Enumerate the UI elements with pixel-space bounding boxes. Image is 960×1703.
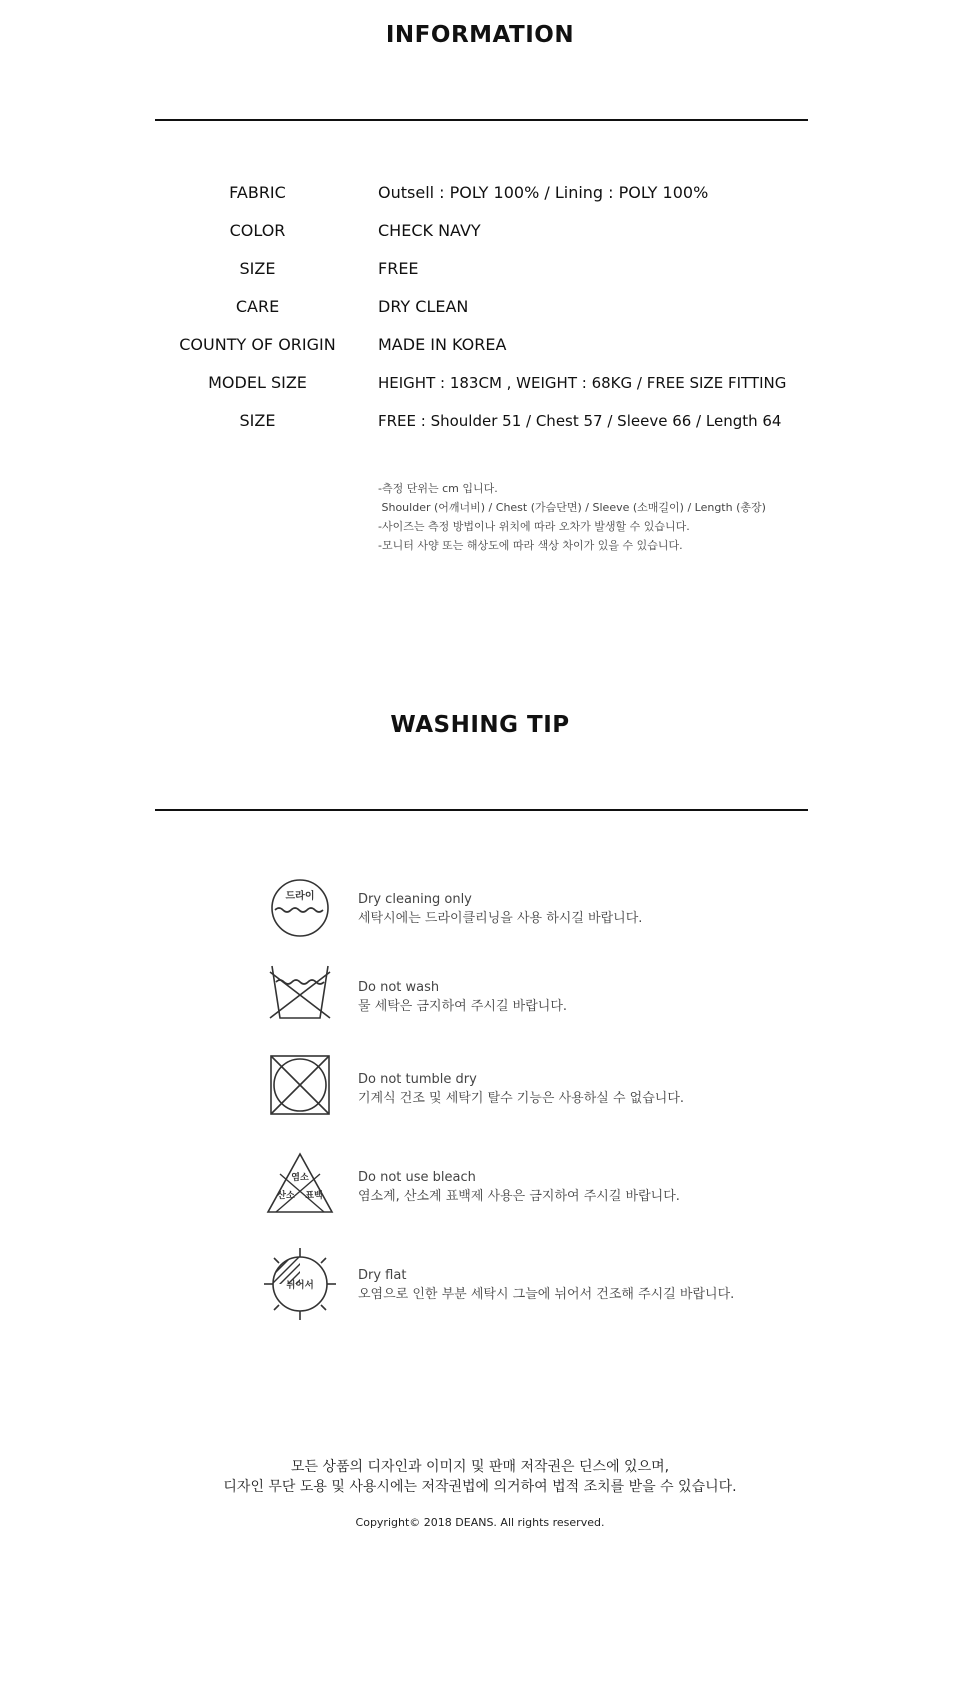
wash-desc: 염소계, 산소계 표백제 사용은 금지하여 주시길 바랍니다. bbox=[358, 1189, 680, 1204]
wash-title: Do not use bleach bbox=[358, 1170, 476, 1185]
do-not-wash-icon bbox=[262, 958, 338, 1034]
info-row-color bbox=[160, 218, 820, 256]
washing-tip-title: WASHING TIP bbox=[390, 712, 570, 738]
info-value: HEIGHT : 183CM , WEIGHT : 68KG / FREE SIZE FITTING bbox=[378, 374, 787, 392]
dry-flat-icon bbox=[262, 1246, 338, 1322]
bleach-icon-label-right: 표백 bbox=[305, 1191, 323, 1201]
dry-flat-icon-label: 뉘어서 bbox=[286, 1280, 314, 1291]
wash-item-do-not-bleach bbox=[262, 1148, 782, 1228]
info-label: CARE bbox=[235, 297, 280, 316]
wash-title: Dry cleaning only bbox=[358, 892, 472, 907]
wash-item-dry-clean bbox=[262, 870, 782, 950]
bleach-icon-label-left: 산소 bbox=[277, 1191, 295, 1201]
washing-tip-divider bbox=[155, 809, 808, 811]
wash-desc: 세탁시에는 드라이클리닝을 사용 하시길 바랍니다. bbox=[358, 911, 643, 926]
wash-text bbox=[358, 890, 642, 928]
wash-text bbox=[358, 1168, 680, 1206]
wash-text bbox=[358, 1266, 734, 1304]
info-label: SIZE bbox=[239, 411, 276, 430]
dry-clean-icon-label: 드라이 bbox=[285, 891, 315, 902]
do-not-bleach-icon bbox=[262, 1148, 338, 1224]
copyright-notice-line: 모든 상품의 디자인과 이미지 및 판매 저작권은 딘스에 있으며, bbox=[290, 1459, 670, 1475]
info-row-size bbox=[160, 256, 820, 294]
dry-clean-icon bbox=[262, 870, 338, 946]
wash-title: Do not wash bbox=[358, 980, 440, 995]
bleach-icon-label-top: 염소 bbox=[291, 1173, 309, 1183]
note-line: -사이즈는 측정 방법이나 위치에 따라 오차가 발생할 수 있습니다. bbox=[378, 520, 690, 533]
info-label: MODEL SIZE bbox=[208, 373, 307, 392]
wash-title: Do not tumble dry bbox=[358, 1072, 477, 1087]
information-title: INFORMATION bbox=[385, 22, 575, 48]
info-row-care bbox=[160, 294, 820, 332]
info-value: DRY CLEAN bbox=[378, 297, 469, 316]
wash-item-do-not-tumble-dry bbox=[262, 1050, 782, 1130]
info-row-origin bbox=[160, 332, 820, 370]
wash-title: Dry flat bbox=[358, 1268, 407, 1283]
wash-desc: 기계식 건조 및 세탁기 탈수 기능은 사용하실 수 없습니다. bbox=[358, 1091, 685, 1106]
wash-item-dry-flat bbox=[262, 1246, 782, 1326]
info-value: FREE bbox=[378, 259, 419, 278]
wash-text bbox=[358, 1070, 684, 1108]
info-label: COLOR bbox=[229, 221, 286, 240]
wash-desc: 오염으로 인한 부분 세탁시 그늘에 뉘어서 건조해 주시길 바랍니다. bbox=[358, 1287, 735, 1302]
info-row-size-measure bbox=[160, 408, 820, 446]
note-line: -모니터 사양 또는 해상도에 따라 색상 차이가 있을 수 있습니다. bbox=[378, 539, 683, 552]
info-label: COUNTY OF ORIGIN bbox=[179, 335, 336, 354]
do-not-tumble-dry-icon bbox=[262, 1050, 338, 1126]
info-value: FREE : Shoulder 51 / Chest 57 / Sleeve 66 / Length 64 bbox=[378, 412, 782, 430]
info-row-model-size bbox=[160, 370, 820, 408]
measurement-notes bbox=[378, 479, 766, 555]
info-row-fabric bbox=[160, 180, 820, 218]
info-label: SIZE bbox=[239, 259, 276, 278]
info-value: Outsell : POLY 100% / Lining : POLY 100% bbox=[378, 183, 709, 202]
wash-text bbox=[358, 978, 567, 1016]
note-line: -측정 단위는 cm 입니다. bbox=[378, 482, 498, 495]
copyright-text: Copyright© 2018 DEANS. All rights reserved. bbox=[355, 1516, 605, 1529]
copyright-notice-line: 디자인 무단 도용 및 사용시에는 저작권법에 의거하여 법적 조치를 받을 수 있습니다. bbox=[223, 1479, 737, 1495]
wash-desc: 물 세탁은 금지하여 주시길 바랍니다. bbox=[358, 999, 568, 1014]
info-value: MADE IN KOREA bbox=[378, 335, 507, 354]
wash-item-do-not-wash bbox=[262, 958, 782, 1038]
copyright-notice bbox=[0, 1457, 960, 1497]
information-divider bbox=[155, 119, 808, 121]
note-line: Shoulder (어깨너비) / Chest (가슴단면) / Sleeve (소매길이) / Length (총장) bbox=[378, 501, 766, 514]
info-label: FABRIC bbox=[229, 183, 286, 202]
info-value: CHECK NAVY bbox=[378, 221, 481, 240]
